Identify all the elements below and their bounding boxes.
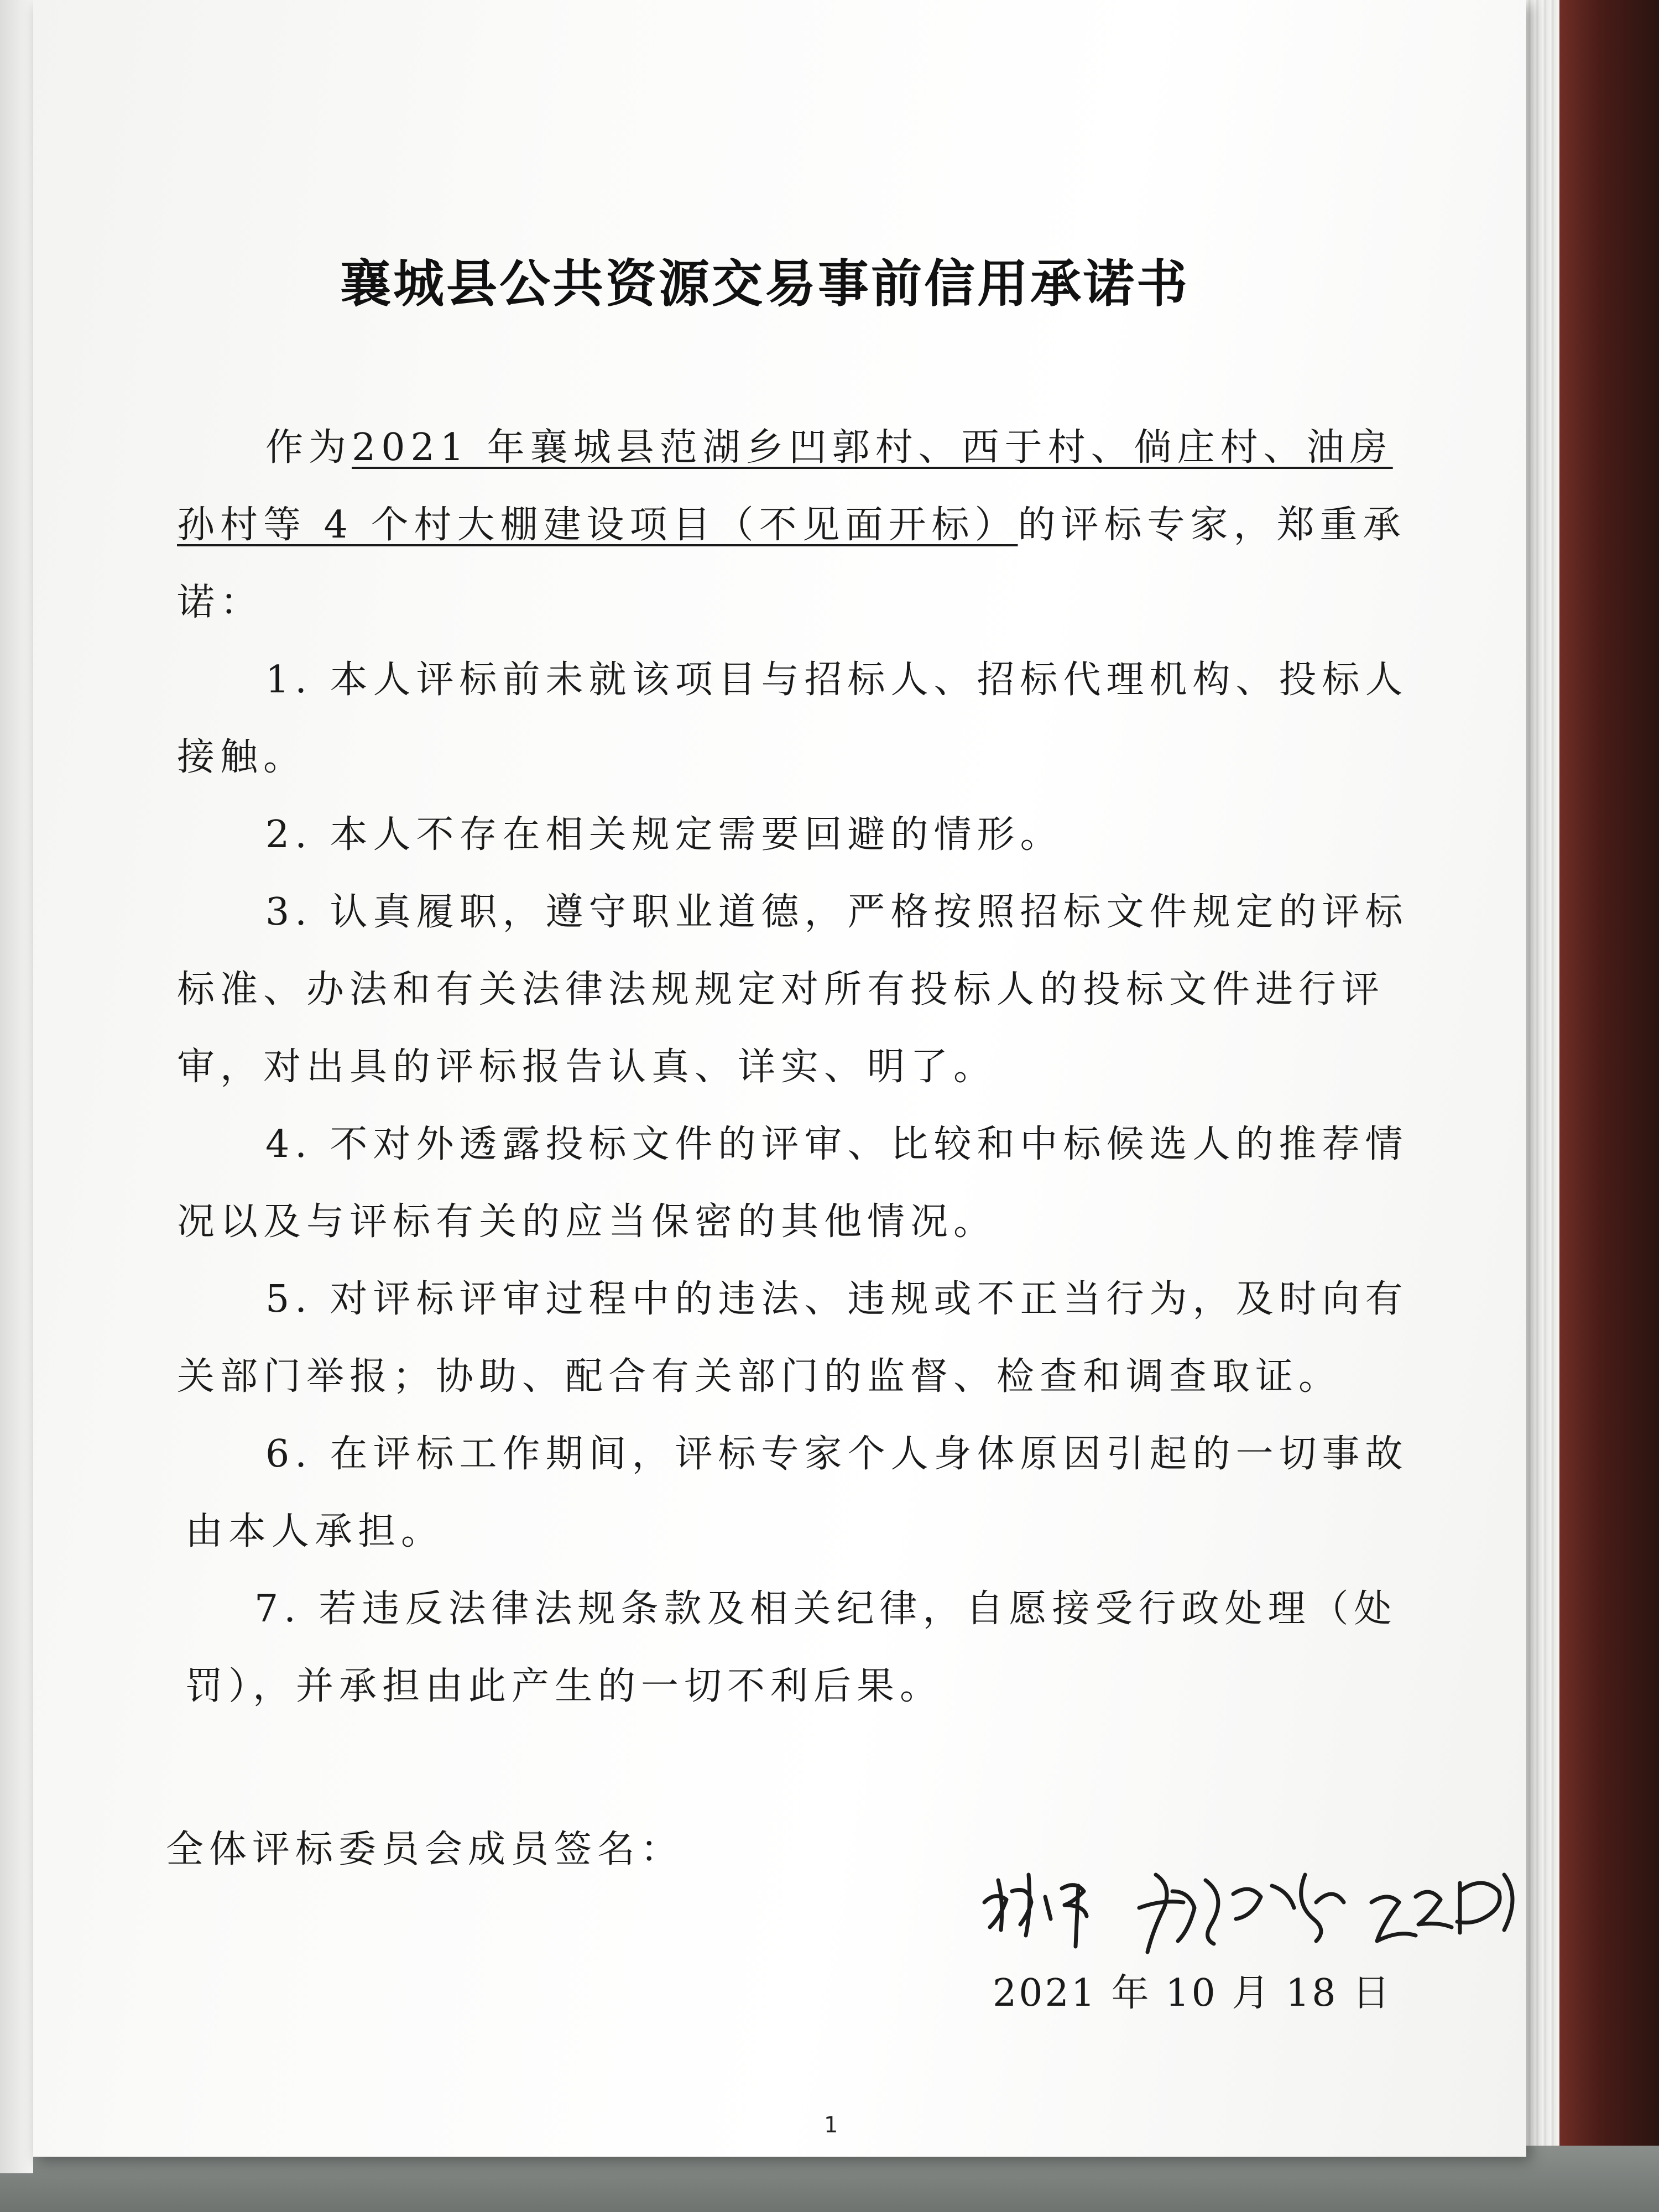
item-5-line-1: 5. 对评标评审过程中的违法、违规或不正当行为，及时向有 [265, 1277, 1408, 1321]
intro-suffix: 的评标专家，郑重承 [1018, 503, 1406, 547]
item-1-line-1: 1. 本人评标前未就该项目与招标人、招标代理机构、投标人 [265, 658, 1408, 702]
project-name-part1: 2021 年襄城县范湖乡凹郭村、西于村、倘庄村、油房 [352, 426, 1393, 469]
project-name-part2: 孙村等 4 个村大棚建设项目（不见面开标） [177, 503, 1018, 547]
intro-line-2 [177, 495, 1406, 549]
page-left-edge [0, 0, 33, 2173]
item-3-line-3: 审，对出具的评标报告认真、详实、明了。 [177, 1045, 997, 1089]
item-6-line-2: 由本人承担。 [185, 1510, 445, 1553]
intro-line-1 [265, 418, 1393, 471]
signature-label: 全体评标委员会成员签名： [166, 1828, 684, 1871]
intro-prefix: 作为 [265, 426, 352, 469]
document-title: 襄城县公共资源交易事前信用承诺书 [340, 254, 1190, 314]
handwritten-signatures [973, 1841, 1571, 1963]
item-5-line-2: 关部门举报；协助、配合有关部门的监督、检查和调查取证。 [177, 1355, 1342, 1399]
document-date: 2021 年 10 月 18 日 [993, 1971, 1392, 2015]
item-7-line-2: 罚），并承担由此产生的一切不利后果。 [185, 1665, 943, 1708]
item-3-line-1: 3. 认真履职，遵守职业道德，严格按照招标文件规定的评标 [265, 890, 1408, 934]
item-7-line-1: 7. 若违反法律法规条款及相关纪律，自愿接受行政处理（处 [254, 1587, 1397, 1631]
intro-line-3: 诺： [177, 581, 264, 624]
document-page [33, 0, 1526, 2157]
page-number: 1 [824, 2112, 838, 2138]
item-1-line-2: 接触。 [177, 735, 307, 779]
desk-background [1559, 0, 1659, 2212]
item-4-line-1: 4. 不对外透露投标文件的评审、比较和中标候选人的推荐情 [265, 1123, 1408, 1166]
item-3-line-2: 标准、办法和有关法律法规规定对所有投标人的投标文件进行评 [177, 968, 1385, 1011]
item-6-line-1: 6. 在评标工作期间，评标专家个人身体原因引起的一切事故 [265, 1432, 1408, 1476]
item-4-line-2: 况以及与评标有关的应当保密的其他情况。 [177, 1200, 997, 1244]
item-2-line-1: 2. 本人不存在相关规定需要回避的情形。 [265, 813, 1063, 857]
